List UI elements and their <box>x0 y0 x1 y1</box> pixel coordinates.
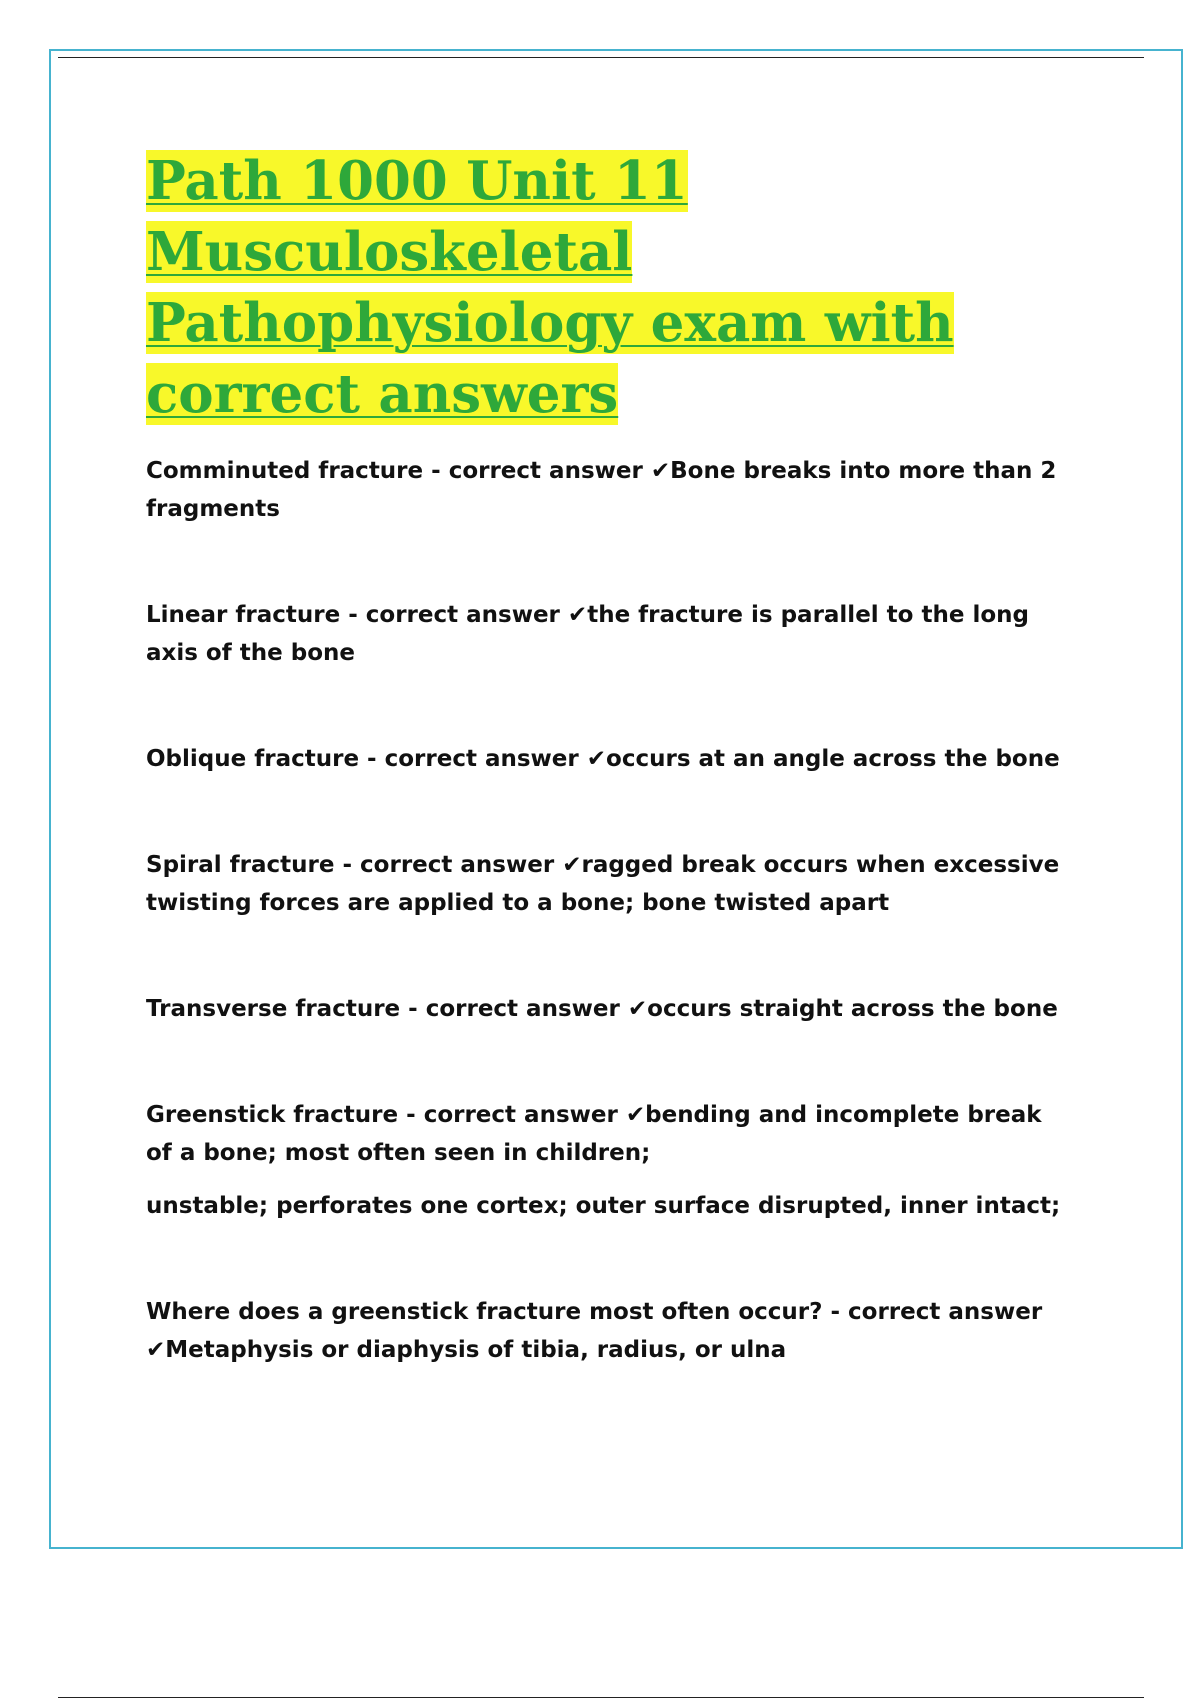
check-mark-icon: ✔ <box>146 1337 166 1363</box>
document-title-text: Path 1000 Unit 11 Musculoskeletal Pathophysiology exam with correct answers <box>146 150 954 425</box>
qa-answer: ragged break occurs when excessive twisting forces are applied to a bone; bone twisted apart <box>146 852 1060 916</box>
check-mark-icon: ✔ <box>627 996 648 1022</box>
question-answer-list <box>146 452 1066 1369</box>
check-mark-icon: ✔ <box>625 1102 646 1128</box>
qa-term: Transverse fracture <box>146 996 401 1022</box>
qa-term: Spiral fracture <box>146 852 335 878</box>
qa-term: Linear fracture <box>146 602 341 628</box>
qa-answer: Bone breaks into more than 2 fragments <box>146 458 1057 522</box>
check-mark-icon: ✔ <box>562 852 582 878</box>
qa-answer: occurs at an angle across the bone <box>606 746 1060 772</box>
bottom-rule <box>58 1697 1144 1698</box>
qa-term: Where does a greenstick fracture most often occur? <box>146 1299 823 1325</box>
qa-answer: occurs straight across the bone <box>647 996 1058 1022</box>
qa-separator: - <box>340 602 366 628</box>
qa-separator: - <box>423 458 449 484</box>
qa-note: unstable; perforates one cortex; outer surface disrupted, inner intact; <box>146 1193 1061 1219</box>
qa-answer-marker: correct answer <box>423 1102 618 1128</box>
qa-separator: - <box>334 852 361 878</box>
check-mark-icon: ✔ <box>567 602 588 628</box>
qa-item <box>146 596 1066 672</box>
qa-term: Oblique fracture <box>146 746 360 772</box>
top-rule <box>58 57 1144 58</box>
qa-item <box>146 1096 1066 1225</box>
qa-separator: - <box>359 746 385 772</box>
qa-answer-marker: correct answer <box>425 996 620 1022</box>
qa-answer: bending and incomplete break of a bone; most often seen in children; <box>146 1102 1042 1166</box>
qa-separator: - <box>400 996 426 1022</box>
qa-answer: the fracture is parallel to the long axis of the bone <box>146 602 1029 666</box>
qa-separator: - <box>398 1102 424 1128</box>
qa-answer-marker: correct answer <box>848 1299 1043 1325</box>
check-mark-icon: ✔ <box>650 458 671 484</box>
qa-term: Greenstick fracture <box>146 1102 399 1128</box>
qa-item <box>146 1293 1066 1369</box>
qa-item <box>146 452 1066 528</box>
check-mark-icon: ✔ <box>586 746 607 772</box>
qa-item <box>146 990 1066 1028</box>
qa-term: Comminuted fracture <box>146 458 424 484</box>
qa-item <box>146 846 1066 922</box>
qa-answer-marker: correct answer <box>365 602 560 628</box>
document-title <box>146 146 1026 430</box>
qa-answer: Metaphysis or diaphysis of tibia, radius, or ulna <box>165 1337 787 1363</box>
qa-answer-marker: correct answer <box>360 852 555 878</box>
qa-answer-marker: correct answer <box>448 458 643 484</box>
qa-separator: - <box>822 1299 849 1325</box>
qa-item <box>146 740 1066 778</box>
qa-answer-marker: correct answer <box>384 746 579 772</box>
